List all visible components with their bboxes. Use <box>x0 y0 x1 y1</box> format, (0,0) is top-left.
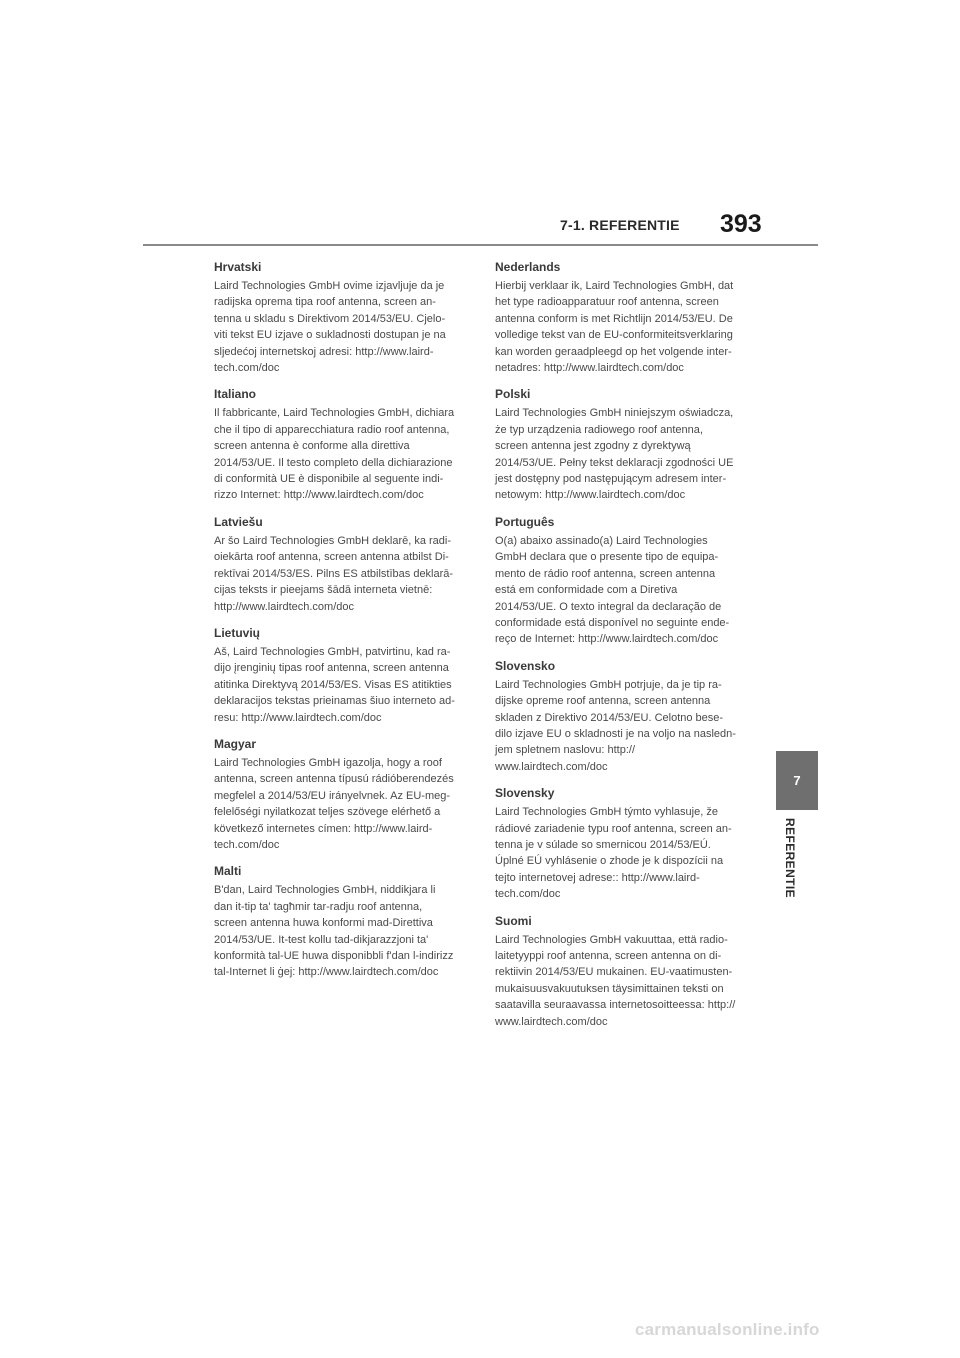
section-body: Hierbij verklaar ik, Laird Technologies GmbH, dat het type radioapparatuur roof antenna, screen antenna conform is met Richtlijn 2014/53/EU. De volledige tekst van de EU-conformiteitsverklaring kan worden geraadpleegd op het volgende inter- netadres: http://www.lairdtech.com/doc <box>495 280 734 375</box>
section-heading: Lietuvių <box>214 625 261 640</box>
page-number: 393 <box>720 210 762 238</box>
section-body: Aš, Laird Technologies GmbH, patvirtinu, kad ra- dijo įrenginių tipas roof antenna, screen antenna atitinka Direktyvą 2014/53/ES. Visas ES atitikties deklaracijos tekstas prieinamas šiuo interneto ad- resu: http://www.lairdtech.com/doc <box>214 645 455 724</box>
section-body: Il fabbricante, Laird Technologies GmbH, dichiara che il tipo di apparecchiatura radio roof antenna, screen antenna è conforme alla direttiva 2014/53/UE. Il testo completo della dichiarazione di conformità UE è disponibile al seguente indi- rizzo Internet: http://www.lairdtech.com/doc <box>214 407 455 502</box>
section-body: Ar šo Laird Technologies GmbH deklarē, ka radi- oiekārta roof antenna, screen antenna atbilst Di- rektīvai 2014/53/ES. Pilns ES atbilstības deklarā- cijas teksts ir pieejams šādā interneta vietnē: http://www.lairdtech.com/doc <box>214 534 454 613</box>
section-body: Laird Technologies GmbH potrjuje, da je tip ra- dijske opreme roof antenna, screen antenna skladen z Direktivo 2014/53/EU. Celotno bese- dilo izjave EU o skladnosti je na voljo na nasledn- jem spletnem naslovu: http:// www.lairdtech.com/doc <box>495 678 736 773</box>
section-body: Laird Technologies GmbH týmto vyhlasuje, že rádiové zariadenie typu roof antenna, screen an- tenna je v súlade so smernicou 2014/53/EÚ. Úplné EÚ vyhlásenie o zhode je k dispozícii na tejto internetovej adrese:: http://www.laird- tech.com/doc <box>495 806 732 901</box>
watermark-text: carmanualsonline.info <box>635 1320 820 1339</box>
section-heading: Nederlands <box>495 260 561 274</box>
section-heading: Slovensky <box>495 786 555 801</box>
header-divider <box>143 244 818 246</box>
section-body: Laird Technologies GmbH niniejszym oświadcza, że typ urządzenia radiowego roof antenna, screen antenna jest zgodny z dyrektywą 2014/53/UE. Pełny tekst deklaracji zgodności UE jest dostępny pod następującym adresem inter- netowym: http://www.lairdtech.com/doc <box>495 407 734 502</box>
chapter-tab: 7 <box>776 751 818 810</box>
section-italiano <box>214 387 476 503</box>
section-heading: Malti <box>214 864 242 879</box>
section-latviesu <box>214 515 476 615</box>
left-column <box>214 260 476 992</box>
section-body: O(a) abaixo assinado(a) Laird Technologies GmbH declara que o presente tipo de equipa- mento de rádio roof antenna, screen antenna está em conformidade com a Diretiva 2014/53/UE. O texto integral da declaração de conformidade está disponível no seguinte ende- reço de Internet: http://www.lairdtech.com/doc <box>495 534 730 646</box>
section-slovensky <box>495 786 757 902</box>
section-heading: Latviešu <box>214 514 263 529</box>
section-body: Laird Technologies GmbH igazolja, hogy a roof antenna, screen antenna típusú rádióberendezés megfelel a 2014/53/EU irányelvnek. Az EU-meg- felelőségi nyilatkozat teljes szövege elérhető a következő internetes címen: http://www.laird- tech.com/doc <box>214 756 454 851</box>
section-slovensko <box>495 659 757 775</box>
section-heading: Suomi <box>495 913 532 928</box>
section-lietuviu <box>214 626 476 726</box>
section-body: B'dan, Laird Technologies GmbH, niddikjara li dan it-tip ta' tagħmir tar-radju roof antenna, screen antenna huwa konformi mad-Direttiva 2014/53/UE. It-test kollu tad-dikjarazzjoni ta' konformità tal-UE huwa disponibbli f'dan l-indirizz tal-Internet li ġej: http://www.lairdtech.com/doc <box>214 884 454 979</box>
section-heading: Hrvatski <box>214 260 262 274</box>
section-heading: Português <box>495 514 555 529</box>
section-polski <box>495 387 757 503</box>
chapter-side-label: REFERENTIE <box>783 818 797 899</box>
section-hrvatski <box>214 260 476 376</box>
right-column <box>495 260 757 1041</box>
section-title: 7-1. REFERENTIE <box>560 217 680 233</box>
section-body: Laird Technologies GmbH vakuuttaa, että radio- laitetyyppi roof antenna, screen antenna on di- rektiivin 2014/53/EU mukainen. EU-vaatimusten- mukaisuusvakuutuksen täysimittainen teksti on saatavilla seuraavassa internetosoitteessa: http:// www.lairdtech.com/doc <box>495 933 736 1028</box>
section-portugues <box>495 515 757 648</box>
section-malti <box>214 864 476 980</box>
section-heading: Magyar <box>214 736 257 751</box>
section-body: Laird Technologies GmbH ovime izjavljuje da je radijska oprema tipa roof antenna, screen an- tenna u skladu s Direktivom 2014/53/EU. Cjelo- viti tekst EU izjave o sukladnosti dostupan je na sljedećoj internetskoj adresi: http://www.laird- tech.com/doc <box>214 280 446 375</box>
section-suomi <box>495 914 757 1030</box>
section-heading: Italiano <box>214 387 257 402</box>
section-nederlands <box>495 260 757 376</box>
section-heading: Polski <box>495 387 531 402</box>
section-heading: Slovensko <box>495 658 556 673</box>
section-magyar <box>214 737 476 853</box>
